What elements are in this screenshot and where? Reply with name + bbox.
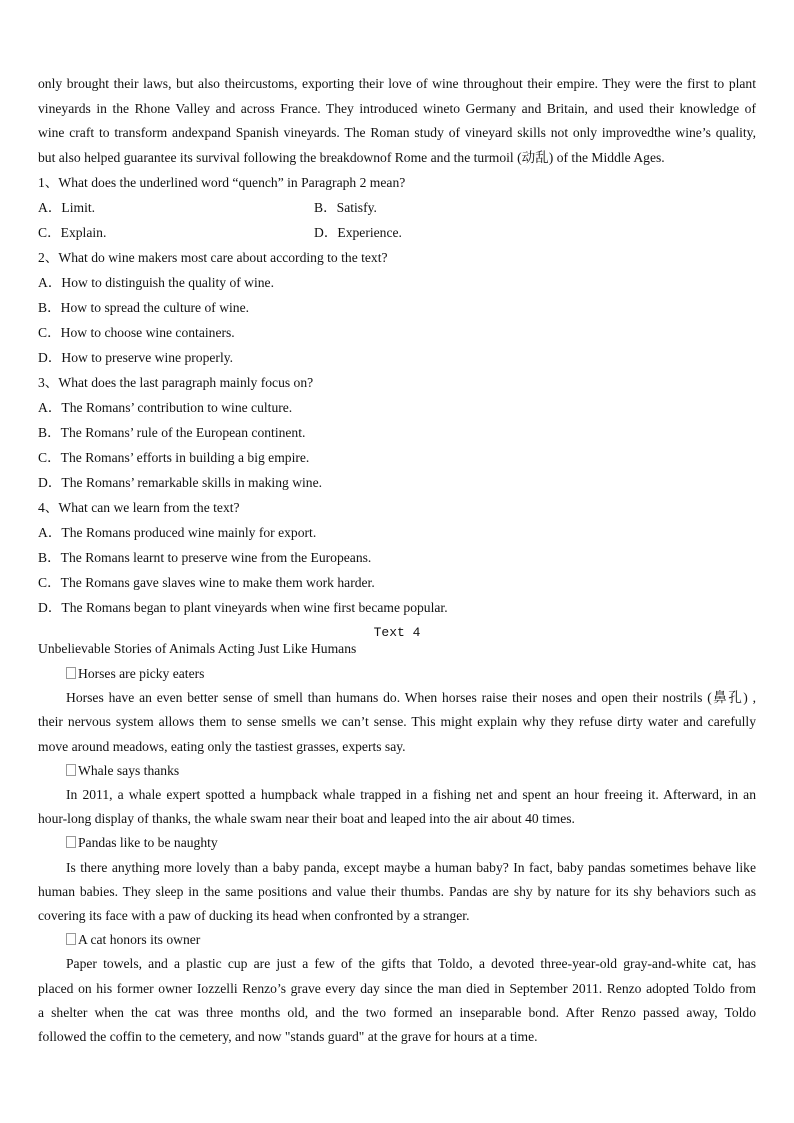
answer-option: A．The Romans produced wine mainly for export. bbox=[38, 525, 317, 540]
answer-option: D．Experience. bbox=[314, 225, 402, 240]
answer-option: C．The Romans gave slaves wine to make them work harder. bbox=[38, 575, 375, 590]
answer-option: B．The Romans learnt to preserve wine from the Europeans. bbox=[38, 550, 372, 565]
bullet-box-icon bbox=[66, 836, 76, 848]
section-subtitle bbox=[66, 835, 218, 851]
paragraph-line: followed the coffin to the cemetery, and now "stands guard" at the grave for hours at a time. bbox=[38, 1029, 538, 1044]
passage-line: but also helped guarantee its survival following the breakdownof Rome and the turmoil (动乱) of the Middle Ages. bbox=[38, 149, 665, 165]
passage-line: only brought their laws, but also theircustoms, exporting their love of wine throughout their empire. They were the first to plant bbox=[38, 76, 756, 91]
answer-option: A．Limit. bbox=[38, 200, 96, 215]
answer-option: B．How to spread the culture of wine. bbox=[38, 300, 250, 315]
paragraph-line: human babies. They sleep in the same positions and value their thumbs. Pandas are shy by nature for its shy behaviors such as bbox=[38, 883, 756, 899]
paragraph-line: covering its face with a paw of ducking its head when confronted by a stranger. bbox=[38, 908, 470, 923]
article-title: Unbelievable Stories of Animals Acting Just Like Humans bbox=[38, 641, 357, 656]
answer-option: B．Satisfy. bbox=[314, 200, 377, 215]
answer-option: C．The Romans’ efforts in building a big empire. bbox=[38, 450, 310, 465]
subtitle-text: Horses are picky eaters bbox=[78, 666, 205, 681]
paragraph-line: Paper towels, and a plastic cup are just a few of the gifts that Toldo, a devoted three-year-old gray-and-white cat, has bbox=[66, 956, 756, 972]
paragraph-line: Is there anything more lovely than a baby panda, except maybe a human baby? In fact, baby pandas sometimes behave like bbox=[66, 859, 756, 875]
answer-option: D．The Romans’ remarkable skills in making wine. bbox=[38, 475, 323, 490]
answer-option: C．How to choose wine containers. bbox=[38, 325, 235, 340]
answer-option: A．The Romans’ contribution to wine culture. bbox=[38, 400, 293, 415]
question-text: 1、What does the underlined word “quench” in Paragraph 2 mean? bbox=[38, 175, 406, 190]
paragraph-line: Horses have an even better sense of smell than humans do. When horses raise their noses and open their nostrils (鼻孔) , bbox=[66, 690, 756, 706]
answer-option: B．The Romans’ rule of the European continent. bbox=[38, 425, 306, 440]
answer-option: A．How to distinguish the quality of wine. bbox=[38, 275, 274, 290]
paragraph-line: placed on his former owner Iozzelli Renzo’s grave every day since the man died in September 2011. Renzo adopted Toldo from bbox=[38, 980, 756, 996]
answer-option: D．How to preserve wine properly. bbox=[38, 350, 234, 365]
text-heading: Text 4 bbox=[373, 625, 421, 640]
section-subtitle bbox=[66, 666, 204, 682]
paragraph-line: their nervous system allows them to sense smells we can’t sense. This might explain why they refuse dirty water and carefully bbox=[38, 714, 756, 730]
passage-line: vineyards in the Rhone Valley and across France. They introduced wineto Germany and Britain, and used their knowledge of bbox=[38, 100, 756, 116]
question-text: 2、What do wine makers most care about according to the text? bbox=[38, 250, 388, 265]
paragraph-line: hour-long display of thanks, the whale swam near their boat and leaped into the air about 40 times. bbox=[38, 811, 575, 827]
subtitle-text: Whale says thanks bbox=[78, 762, 180, 778]
section-subtitle bbox=[66, 763, 179, 779]
paragraph-line: move around meadows, eating only the tastiest grasses, experts say. bbox=[38, 738, 406, 754]
answer-option: C．Explain. bbox=[38, 225, 107, 240]
subtitle-text: Pandas like to be naughty bbox=[78, 835, 218, 851]
passage-line: wine craft to transform andexpand Spanish vineyards. The Roman study of vineyard skills not only improvedthe wine’s quality, bbox=[38, 125, 756, 141]
bullet-box-icon bbox=[66, 764, 76, 776]
subtitle-text: A cat honors its owner bbox=[78, 932, 201, 948]
paragraph-line: In 2011, a whale expert spotted a humpback whale trapped in a fishing net and spent an hour freeing it. Afterward, in an bbox=[66, 787, 756, 802]
question-text: 3、What does the last paragraph mainly focus on? bbox=[38, 375, 314, 390]
section-subtitle bbox=[66, 932, 200, 948]
paragraph-line: a shelter when the cat was three months old, and the two formed an inseparable bond. After Renzo passed away, Toldo bbox=[38, 1004, 756, 1020]
question-text: 4、What can we learn from the text? bbox=[38, 500, 240, 515]
bullet-box-icon bbox=[66, 667, 76, 679]
bullet-box-icon bbox=[66, 933, 76, 945]
answer-option: D．The Romans began to plant vineyards when wine first became popular. bbox=[38, 600, 448, 615]
